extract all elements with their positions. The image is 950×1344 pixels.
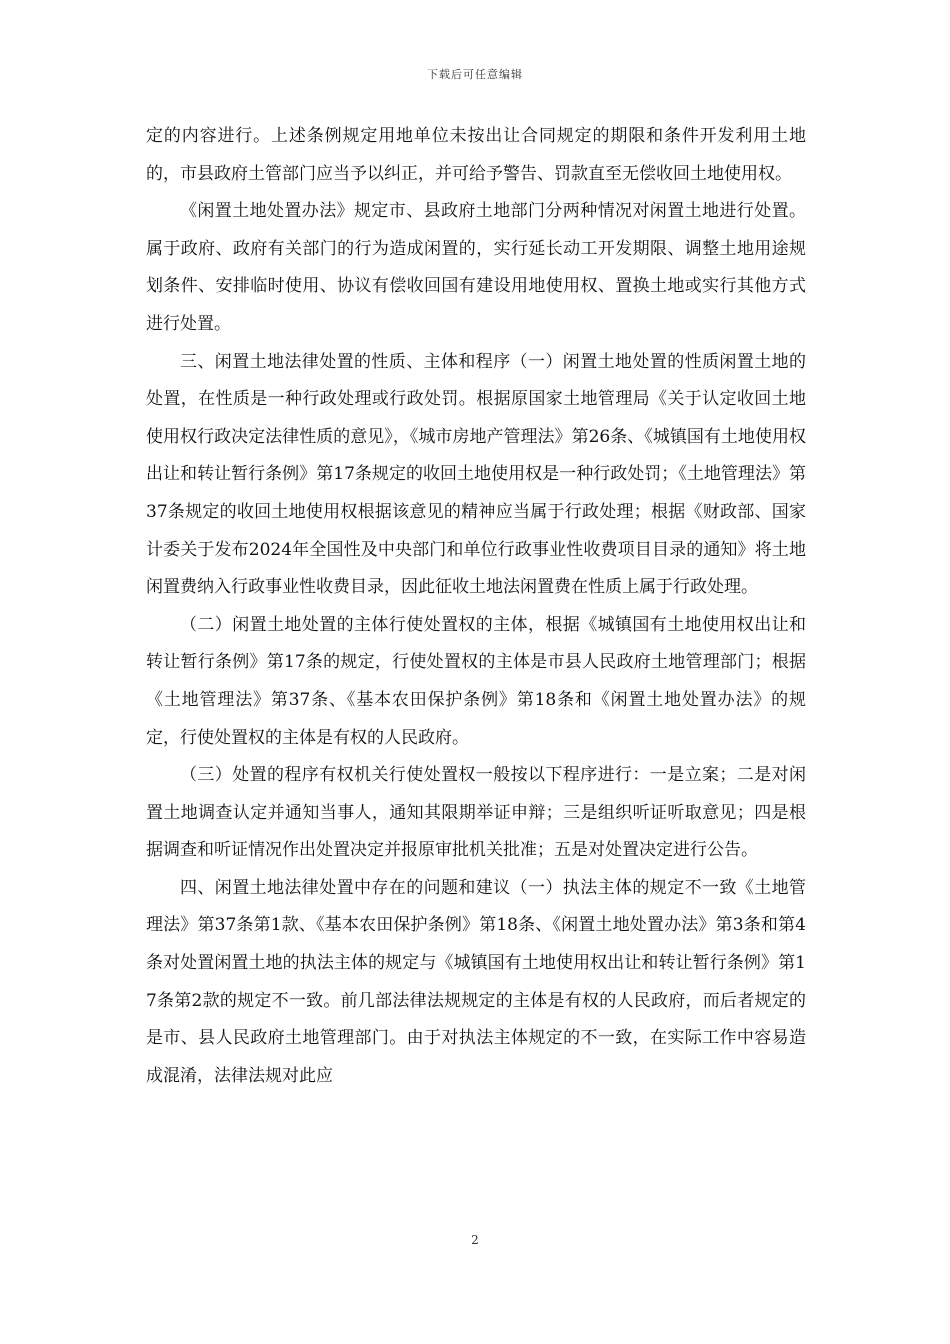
paragraph-5: （三）处置的程序有权机关行使处置权一般按以下程序进行：一是立案；二是对闲置土地调查认定并通知当事人，通知其限期举证申辩；三是组织听证听取意见；四是根据调查和听证情况作出处置决定并报原审批机关批准；五是对处置决定进行公告。 (146, 765, 806, 861)
paragraph-2: 《闲置土地处置办法》规定市、县政府土地部门分两种情况对闲置土地进行处置。属于政府、政府有关部门的行为造成闲置的，实行延长动工开发期限、调整土地用途规划条件、安排临时使用、协议有偿收回国有建设用地使用权、置换土地或实行其他方式进行处置。 (146, 201, 806, 334)
paragraph-1: 定的内容进行。上述条例规定用地单位未按出让合同规定的期限和条件开发利用土地的，市县政府土管部门应当予以纠正，并可给予警告、罚款直至无偿收回土地使用权。 (146, 126, 806, 184)
document-body (146, 118, 806, 1095)
paragraph-4: （二）闲置土地处置的主体行使处置权的主体，根据《城镇国有土地使用权出让和转让暂行条例》第17条的规定，行使处置权的主体是市县人民政府土地管理部门；根据《土地管理法》第37条、《基本农田保护条例》第18条和《闲置土地处置办法》的规定，行使处置权的主体是有权的人民政府。 (146, 614, 806, 748)
page-number: 2 (471, 1233, 479, 1247)
paragraph-6: 四、闲置土地法律处置中存在的问题和建议（一）执法主体的规定不一致《土地管理法》第37条第1款、《基本农田保护条例》第18条、《闲置土地处置办法》第3条和第4条对处置闲置土地的执法主体的规定与《城镇国有土地使用权出让和转让暂行条例》第17条第2款的规定不一致。前几部法律法规规定的主体是有权的人民政府，而后者规定的是市、县人民政府土地管理部门。由于对执法主体规定的不一致，在实际工作中容易造成混淆，法律法规对此应 (146, 877, 806, 1086)
page-header: 下载后可任意编辑 (427, 68, 523, 81)
paragraph-3: 三、闲置土地法律处置的性质、主体和程序（一）闲置土地处置的性质闲置土地的处置，在性质是一种行政处理或行政处罚。根据原国家土地管理局《关于认定收回土地使用权行政决定法律性质的意见》，《城市房地产管理法》第26条、《城镇国有土地使用权出让和转让暂行条例》第17条规定的收回土地使用权是一种行政处罚；《土地管理法》第37条规定的收回土地使用权根据该意见的精神应当属于行政处理；根据《财政部、国家计委关于发布2024年全国性及中央部门和单位行政事业性收费项目目录的通知》将土地闲置费纳入行政事业性收费目录，因此征收土地法闲置费在性质上属于行政处理。 (146, 351, 806, 598)
